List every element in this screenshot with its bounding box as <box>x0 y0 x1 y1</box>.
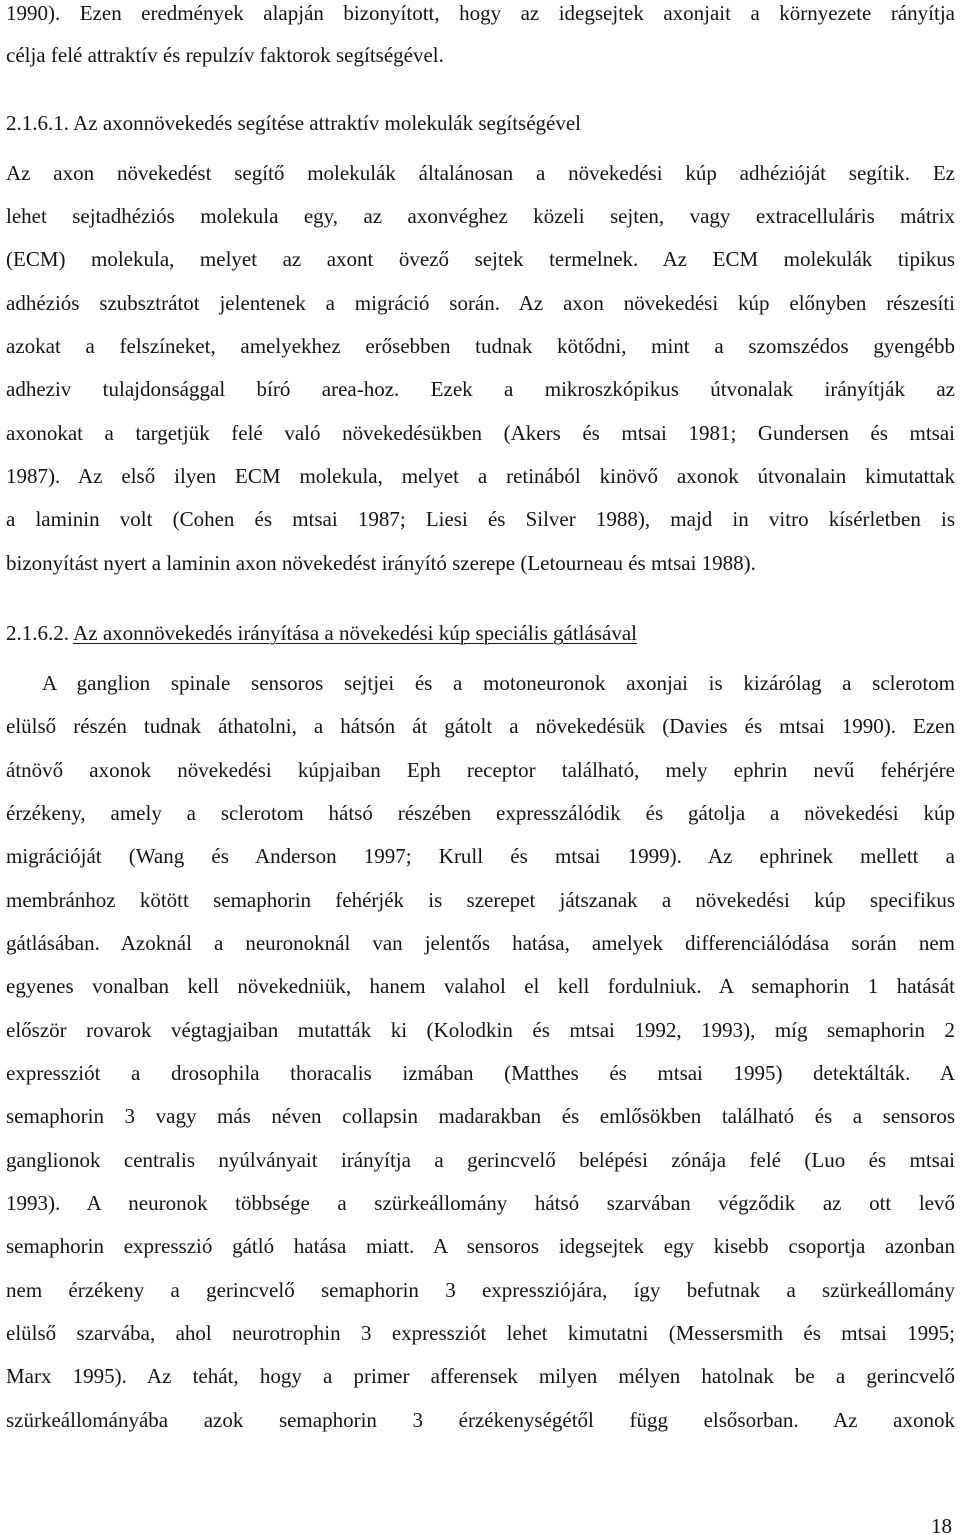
paragraph-line: átnövő axonok növekedési kúpjaiban Eph receptor található, mely ephrin nevű fehérjére <box>6 758 955 782</box>
paragraph-line: bizonyítást nyert a laminin axon növekedést irányító szerepe (Letourneau és mtsai 1988). <box>6 551 756 575</box>
section-heading-number: 2.1.6.2. <box>6 621 69 645</box>
paragraph-line: 1990). Ezen eredmények alapján bizonyított, hogy az idegsejtek axonjait a környezete rányítja <box>6 1 955 25</box>
paragraph-line: 1987). Az első ilyen ECM molekula, melyet a retinából kinövő axonok útvonalain kimutattak <box>6 464 955 488</box>
paragraph-line: (ECM) molekula, melyet az axont övező sejtek termelnek. Az ECM molekulák tipikus <box>6 247 955 271</box>
paragraph-line: Marx 1995). Az tehát, hogy a primer afferensek milyen mélyen hatolnak be a gerincvelő <box>6 1364 955 1388</box>
paragraph-line: A ganglion spinale sensoros sejtjei és a motoneuronok axonjai is kizárólag a sclerotom <box>42 671 955 695</box>
paragraph-line: érzékeny, amely a sclerotom hátsó részében expresszálódik és gátolja a növekedési kúp <box>6 801 955 825</box>
paragraph-line: Az axon növekedést segítő molekulák általánosan a növekedési kúp adhézióját segítik. Ez <box>6 161 955 185</box>
paragraph-line: adhéziós szubsztrátot jelentenek a migráció során. Az axon növekedési kúp előnyben részesíti <box>6 291 955 315</box>
paragraph-line: azokat a felszíneket, amelyekhez erősebben tudnak kötődni, mint a szomszédos gyengébb <box>6 334 955 358</box>
section-heading <box>6 619 955 647</box>
paragraph-line: nem érzékeny a gerincvelő semaphorin 3 expressziójára, így befutnak a szürkeállomány <box>6 1278 955 1302</box>
paragraph-line: elülső szarvába, ahol neurotrophin 3 expressziót lehet kimutatni (Messersmith és mtsai 1995; <box>6 1321 955 1345</box>
paragraph-line: szürkeállományába azok semaphorin 3 érzékenységétől függ elsősorban. Az axonok <box>6 1408 955 1432</box>
paragraph-line: 1993). A neuronok többsége a szürkeállomány hátsó szarvában végződik az ott levő <box>6 1191 955 1215</box>
section-heading-title: Az axonnövekedés irányítása a növekedési kúp speciális gátlásával <box>73 621 637 645</box>
paragraph-line: semaphorin expresszió gátló hatása miatt. A sensoros idegsejtek egy kisebb csoportja azonban <box>6 1234 955 1258</box>
section-heading: 2.1.6.1. Az axonnövekedés segítése attraktív molekulák segítségével <box>6 111 582 135</box>
paragraph-line: migrációját (Wang és Anderson 1997; Krull és mtsai 1999). Az ephrinek mellett a <box>6 844 955 868</box>
paragraph-line: membránhoz kötött semaphorin fehérjék is szerepet játszanak a növekedési kúp specifikus <box>6 888 955 912</box>
paragraph-line: axonokat a targetjük felé való növekedésükben (Akers és mtsai 1981; Gundersen és mtsai <box>6 421 955 445</box>
paragraph-line: gátlásában. Azoknál a neuronoknál van jelentős hatása, amelyek differenciálódása során nem <box>6 931 955 955</box>
paragraph-line: elülső részén tudnak áthatolni, a hátsón át gátolt a növekedésük (Davies és mtsai 1990). Ezen <box>6 714 955 738</box>
paragraph-line: először rovarok végtagjaiban mutatták ki (Kolodkin és mtsai 1992, 1993), míg semaphorin 2 <box>6 1018 955 1042</box>
paragraph-line: a laminin volt (Cohen és mtsai 1987; Liesi és Silver 1988), majd in vitro kísérletben is <box>6 507 955 531</box>
paragraph-line: egyenes vonalban kell növekedniük, hanem valahol el kell fordulniuk. A semaphorin 1 hatását <box>6 974 955 998</box>
paragraph-line: célja felé attraktív és repulzív faktorok segítségével. <box>6 43 444 67</box>
paragraph-line: expressziót a drosophila thoracalis izmában (Matthes és mtsai 1995) detektálták. A <box>6 1061 955 1085</box>
paragraph-line: lehet sejtadhéziós molekula egy, az axonvéghez közeli sejten, vagy extracelluláris mátrix <box>6 204 955 228</box>
paragraph-line: semaphorin 3 vagy más néven collapsin madarakban és emlősökben található és a sensoros <box>6 1104 955 1128</box>
paragraph-line: adheziv tulajdonsággal bíró area-hoz. Ezek a mikroszkópikus útvonalak irányítják az <box>6 377 955 401</box>
paragraph-line: ganglionok centralis nyúlványait irányítja a gerincvelő belépési zónája felé (Luo és mtsai <box>6 1148 955 1172</box>
page-number: 18 <box>931 1514 952 1538</box>
